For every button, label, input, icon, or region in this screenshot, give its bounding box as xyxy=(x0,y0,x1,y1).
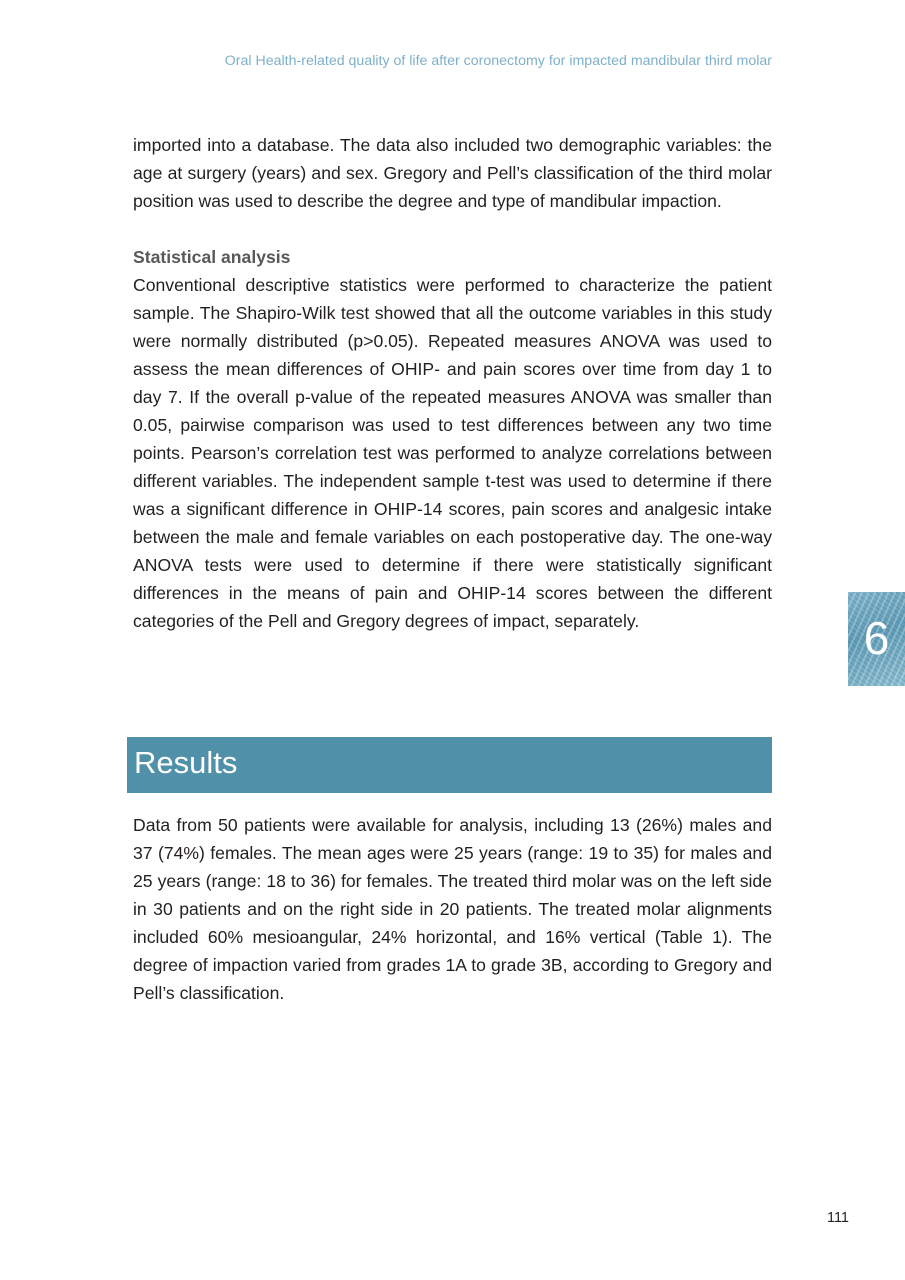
chapter-number: 6 xyxy=(863,612,890,664)
intro-paragraph: imported into a database. The data also included two demographic variables: the age at surgery (years) and sex. Gregory and Pell’s classification of the third molar position was used to describe the degree and type of mandibular impaction. xyxy=(133,135,772,211)
results-text-column xyxy=(133,811,772,1007)
main-text-column xyxy=(133,131,772,635)
results-heading: Results xyxy=(134,745,238,780)
results-section-bar xyxy=(127,737,772,793)
statistical-analysis-heading: Statistical analysis xyxy=(133,247,291,267)
page-number: 111 xyxy=(826,1210,849,1226)
statistical-analysis-paragraph: Conventional descriptive statistics were performed to characterize the patient sample. The Shapiro-Wilk test showed that all the outcome variables in this study were normally distributed (p>0.05). Repeated measures ANOVA was used to assess the mean differences of OHIP- and pain scores over time from day 1 to day 7. If the overall p-value of the repeated measures ANOVA was smaller than 0.05, pairwise comparison was used to test differences between any two time points. Pearson’s correlation test was performed to analyze correlations between different variables. The independent sample t-test was used to determine if there was a significant difference in OHIP-14 scores, pain scores and analgesic intake between the male and female variables on each postoperative day. The one-way ANOVA tests were used to determine if there were statistically significant differences in the means of pain and OHIP-14 scores between the different categories of the Pell and Gregory degrees of impact, separately. xyxy=(133,275,772,631)
chapter-tab xyxy=(848,592,905,686)
results-paragraph: Data from 50 patients were available for analysis, including 13 (26%) males and 37 (74%) females. The mean ages were 25 years (range: 19 to 35) for males and 25 years (range: 18 to 36) for females. The treated third molar was on the left side in 30 patients and on the right side in 20 patients. The treated molar alignments included 60% mesioangular, 24% horizontal, and 16% vertical (Table 1). The degree of impaction varied from grades 1A to grade 3B, according to Gregory and Pell’s classification. xyxy=(133,815,772,1003)
running-header: Oral Health-related quality of life after coronectomy for impacted mandibular third molar xyxy=(224,53,772,69)
paragraph-spacer xyxy=(133,215,772,243)
